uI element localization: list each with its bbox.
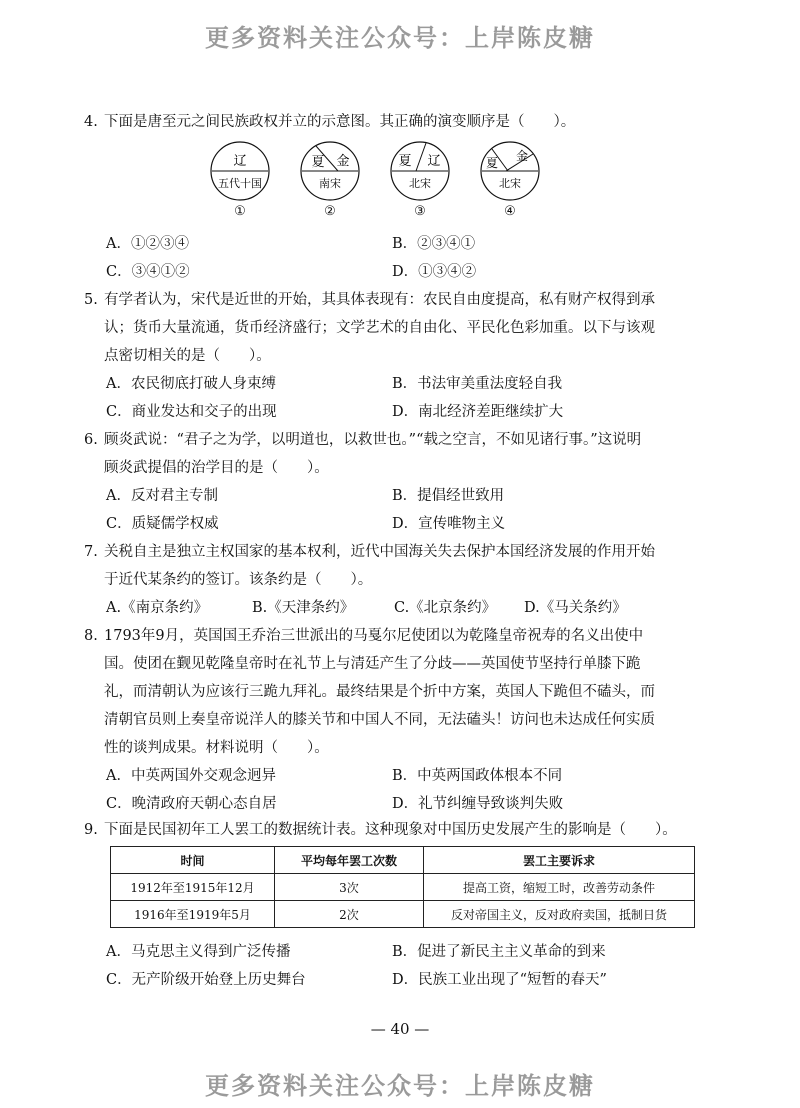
question-line: 有学者认为，宋代是近世的开始，其具体表现有：农民自由度提高，私有财产权得到承 <box>104 292 655 308</box>
option-d[interactable]: D．①③④② <box>392 264 477 280</box>
question-line: 礼，而清朝认为应该行三跪九拜礼。最终结果是个折中方案，英国人下跪但不磕头，而 <box>104 684 655 700</box>
option-a[interactable]: A．①②③④ <box>106 236 189 252</box>
question-line: 顾炎武提倡的治学目的是（ ）。 <box>104 460 329 476</box>
table-cell: 提高工资，缩短工时，改善劳动条件 <box>424 874 695 901</box>
question-text: 下面是民国初年工人罢工的数据统计表。这种现象对中国历史发展产生的影响是（ ）。 <box>104 822 677 838</box>
question-line: 点密切相关的是（ ）。 <box>104 348 271 364</box>
diagram-3-bottom: 北宋 <box>409 177 431 190</box>
diagram-1-bottom: 五代十国 <box>218 177 262 190</box>
diagram-4 <box>478 140 542 219</box>
question-number: 5. <box>84 292 98 308</box>
option-a[interactable]: A．农民彻底打破人身束缚 <box>106 376 276 392</box>
question-line: 认；货币大量流通，货币经济盛行；文学艺术的自由化、平民化色彩加重。以下与该观 <box>104 320 655 336</box>
table-cell: 3次 <box>275 874 424 901</box>
question-6 <box>84 426 724 538</box>
question-number: 9. <box>84 822 98 838</box>
option-c[interactable]: C．商业发达和交子的出现 <box>106 404 277 420</box>
question-text: 下面是唐至元之间民族政权并立的示意图。其正确的演变顺序是（ ）。 <box>104 114 576 130</box>
diagram-2-right: 金 <box>336 154 350 169</box>
table-header-row <box>111 847 695 874</box>
question-line: 1793年9月，英国国王乔治三世派出的马戛尔尼使团以为乾隆皇帝祝寿的名义出使中 <box>104 628 644 644</box>
option-c[interactable]: C.《北京条约》 <box>394 600 497 616</box>
question-4-options <box>84 230 724 286</box>
option-c[interactable]: C．晚清政府天朝心态自居 <box>106 796 277 812</box>
question-line: 国。使团在觐见乾隆皇帝时在礼节上与清廷产生了分歧——英国使节坚持行单膝下跪 <box>104 656 641 672</box>
option-d[interactable]: D．礼节纠缠导致谈判失败 <box>392 796 564 812</box>
option-a[interactable]: A.《南京条约》 <box>106 600 209 616</box>
question-number: 8. <box>84 628 98 644</box>
strike-statistics-table <box>110 846 695 928</box>
watermark-top: 更多资料关注公众号：上岸陈皮糖 <box>205 24 595 52</box>
diagram-2 <box>298 140 362 219</box>
diagram-4-mark: ④ <box>504 204 516 219</box>
regime-diagrams <box>200 140 600 224</box>
table-row <box>111 874 695 901</box>
option-b[interactable]: B．促进了新民主主义革命的到来 <box>392 944 606 960</box>
option-b[interactable]: B．②③④① <box>392 236 476 252</box>
option-b[interactable]: B．中英两国政体根本不同 <box>392 768 563 784</box>
question-4 <box>84 108 724 136</box>
watermark-bottom: 更多资料关注公众号：上岸陈皮糖 <box>205 1072 595 1100</box>
diagram-1 <box>208 140 272 219</box>
diagram-2-bottom: 南宋 <box>319 177 341 190</box>
question-9 <box>84 816 744 844</box>
question-line: 性的谈判成果。材料说明（ ）。 <box>104 740 329 756</box>
diagram-1-top: 辽 <box>233 154 247 169</box>
question-line: 清朝官员则上奏皇帝说洋人的膝关节和中国人不同，无法磕头！访问也未达成任何实质 <box>104 712 655 728</box>
table-cell: 1912年至1915年12月 <box>111 874 275 901</box>
table-cell: 1916年至1919年5月 <box>111 901 275 928</box>
table-header: 罢工主要诉求 <box>424 847 695 874</box>
table-header: 时间 <box>111 847 275 874</box>
diagram-3 <box>388 140 452 219</box>
option-d[interactable]: D．宣传唯物主义 <box>392 516 506 532</box>
table-cell: 2次 <box>275 901 424 928</box>
option-a[interactable]: A．中英两国外交观念迥异 <box>106 768 276 784</box>
option-c[interactable]: C．无产阶级开始登上历史舞台 <box>106 972 306 988</box>
diagram-3-mark: ③ <box>414 204 426 219</box>
table-header: 平均每年罢工次数 <box>275 847 424 874</box>
question-number: 7. <box>84 544 98 560</box>
question-line: 关税自主是独立主权国家的基本权利，近代中国海关失去保护本国经济发展的作用开始 <box>104 544 655 560</box>
diagram-4-right: 金 <box>515 149 529 163</box>
diagram-4-left: 夏 <box>485 156 499 170</box>
question-line: 于近代某条约的签订。该条约是（ ）。 <box>104 572 373 588</box>
diagram-1-mark: ① <box>234 204 246 219</box>
option-c[interactable]: C．③④①② <box>106 264 190 280</box>
question-5 <box>84 286 724 426</box>
question-line: 顾炎武说：“君子之为学，以明道也，以救世也。”“载之空言，不如见诸行事。”这说明 <box>104 432 642 448</box>
table-row <box>111 901 695 928</box>
diagram-3-right: 辽 <box>427 154 441 169</box>
option-b[interactable]: B．提倡经世致用 <box>392 488 505 504</box>
diagram-3-left: 夏 <box>398 154 412 169</box>
option-b[interactable]: B.《天津条约》 <box>252 600 355 616</box>
option-b[interactable]: B．书法审美重法度轻自我 <box>392 376 563 392</box>
question-8 <box>84 622 724 818</box>
option-c[interactable]: C．质疑儒学权威 <box>106 516 219 532</box>
question-number: 6. <box>84 432 98 448</box>
option-a[interactable]: A．马克思主义得到广泛传播 <box>106 944 291 960</box>
table-cell: 反对帝国主义，反对政府卖国，抵制日货 <box>424 901 695 928</box>
option-d[interactable]: D．南北经济差距继续扩大 <box>392 404 564 420</box>
diagram-2-mark: ② <box>324 204 336 219</box>
diagram-2-left: 夏 <box>311 155 325 170</box>
diagram-4-bottom: 北宋 <box>499 177 521 190</box>
question-7 <box>84 538 724 622</box>
question-9-options <box>84 938 724 994</box>
option-d[interactable]: D.《马关条约》 <box>524 600 627 616</box>
page-number: — 40 — <box>370 1020 430 1038</box>
question-number: 4. <box>84 114 98 130</box>
option-a[interactable]: A．反对君主专制 <box>106 488 218 504</box>
option-d[interactable]: D．民族工业出现了“短暂的春天” <box>392 972 607 988</box>
